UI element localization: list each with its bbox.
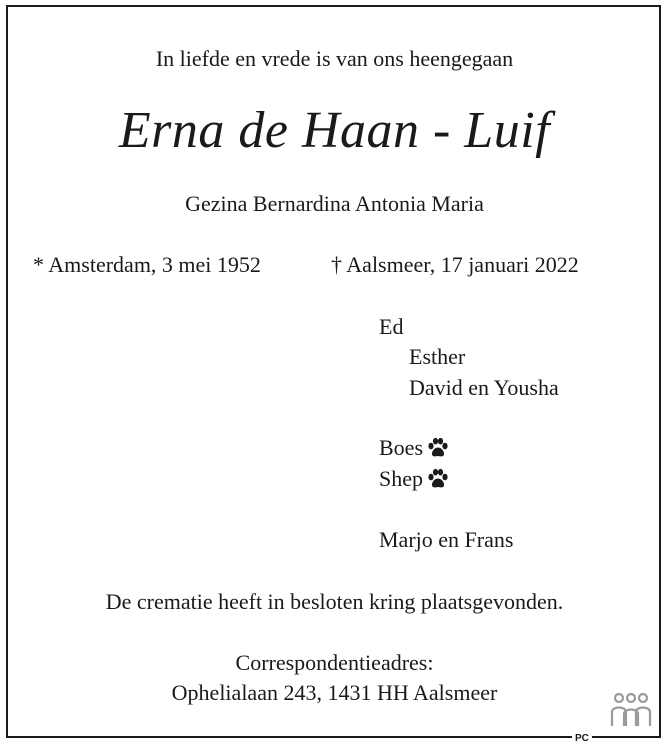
deceased-name: Erna de Haan - Luif bbox=[118, 102, 551, 159]
cremation-text: De crematie heeft in besloten kring plaatsgevonden. bbox=[105, 589, 564, 614]
correspondence-address: Ophelialaan 243, 1431 HH Aalsmeer bbox=[171, 680, 498, 705]
paw-icon bbox=[427, 468, 449, 496]
correspondence-label: Correspondentieadres: bbox=[235, 650, 434, 675]
pet-name: Shep bbox=[379, 466, 423, 491]
full-names: Gezina Bernardina Antonia Maria bbox=[185, 191, 484, 216]
paw-icon bbox=[427, 437, 449, 465]
family-child: David en Yousha bbox=[409, 375, 559, 400]
pet-name: Boes bbox=[379, 435, 423, 460]
pet-entry bbox=[379, 435, 449, 465]
intro-text: In liefde en vrede is van ons heengegaan bbox=[155, 46, 514, 71]
family-child: Esther bbox=[409, 344, 466, 369]
death-info: † Aalsmeer, 17 januari 2022 bbox=[331, 252, 579, 277]
birth-info: * Amsterdam, 3 mei 1952 bbox=[33, 252, 261, 277]
family-others: Marjo en Frans bbox=[379, 527, 514, 552]
family-partner: Ed bbox=[379, 314, 404, 339]
pet-entry bbox=[379, 466, 449, 496]
footer-code: PC bbox=[572, 734, 592, 744]
people-logo-icon bbox=[606, 692, 656, 733]
